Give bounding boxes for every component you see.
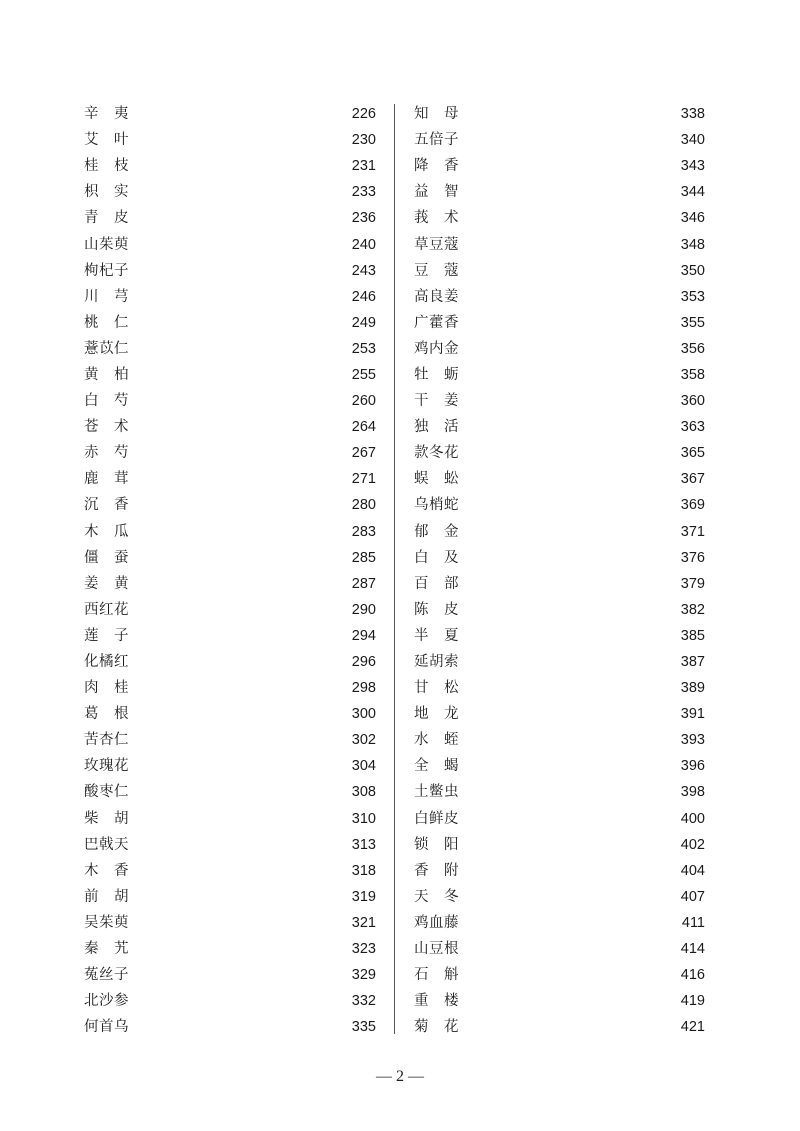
toc-entry-page: 382 — [680, 601, 705, 618]
toc-entry-page: 365 — [680, 445, 705, 462]
toc-entry-page: 253 — [351, 340, 376, 357]
toc-entry — [414, 440, 705, 466]
toc-entry-page: 280 — [351, 497, 376, 514]
toc-entry-page: 290 — [351, 601, 376, 618]
toc-entry — [84, 571, 376, 597]
toc-entry-name: 苍 术 — [84, 419, 129, 436]
toc-entry — [84, 205, 376, 231]
toc-entry-name: 山茱萸 — [84, 236, 129, 253]
toc-entry — [414, 310, 705, 336]
toc-right-column — [414, 101, 705, 1040]
toc-entry — [84, 440, 376, 466]
toc-entry-page: 379 — [680, 575, 705, 592]
toc-entry — [414, 127, 705, 153]
toc-entry — [414, 362, 705, 388]
toc-entry — [84, 988, 376, 1014]
toc-entry-page: 271 — [351, 471, 376, 488]
toc-entry — [84, 414, 376, 440]
toc-entry — [84, 519, 376, 545]
toc-entry-name: 陈 皮 — [414, 601, 459, 618]
toc-entry-name: 莪 术 — [414, 210, 459, 227]
toc-entry-name: 艾 叶 — [84, 132, 129, 149]
toc-entry-name: 苦杏仁 — [84, 732, 129, 749]
toc-entry-page: 236 — [351, 210, 376, 227]
toc-entry-page: 367 — [680, 471, 705, 488]
toc-entry-page: 356 — [680, 340, 705, 357]
toc-entry — [414, 336, 705, 362]
toc-entry-name: 菟丝子 — [84, 967, 129, 984]
toc-entry-name: 吴茱萸 — [84, 914, 129, 931]
toc-entry-name: 木 香 — [84, 862, 129, 879]
toc-entry-page: 344 — [680, 184, 705, 201]
toc-entry — [84, 753, 376, 779]
toc-entry — [414, 258, 705, 284]
toc-entry — [84, 649, 376, 675]
toc-entry-name: 白 及 — [414, 549, 459, 566]
toc-entry-page: 296 — [351, 654, 376, 671]
toc-entry — [84, 727, 376, 753]
toc-entry-name: 姜 黄 — [84, 575, 129, 592]
toc-entry-name: 全 蝎 — [414, 758, 459, 775]
toc-entry-name: 知 母 — [414, 106, 459, 123]
toc-entry — [84, 466, 376, 492]
toc-entry-name: 干 姜 — [414, 393, 459, 410]
toc-entry — [414, 727, 705, 753]
toc-entry-page: 313 — [351, 836, 376, 853]
toc-entry-name: 秦 艽 — [84, 941, 129, 958]
toc-entry-name: 何首乌 — [84, 1019, 129, 1036]
toc-entry — [414, 962, 705, 988]
toc-entry-page: 283 — [351, 523, 376, 540]
toc-entry — [84, 492, 376, 518]
toc-entry-page: 376 — [680, 549, 705, 566]
toc-entry — [414, 910, 705, 936]
toc-entry-name: 郁 金 — [414, 523, 459, 540]
toc-entry-name: 牡 蛎 — [414, 366, 459, 383]
toc-entry — [414, 153, 705, 179]
toc-entry-name: 枳 实 — [84, 184, 129, 201]
toc-entry — [414, 388, 705, 414]
toc-entry-name: 百 部 — [414, 575, 459, 592]
toc-entry-name: 豆 蔻 — [414, 262, 459, 279]
toc-entry-name: 沉 香 — [84, 497, 129, 514]
toc-entry-page: 346 — [680, 210, 705, 227]
toc-entry-name: 桃 仁 — [84, 314, 129, 331]
toc-entry — [414, 753, 705, 779]
toc-entry-name: 川 芎 — [84, 288, 129, 305]
toc-entry-page: 419 — [680, 993, 705, 1010]
toc-entry — [414, 988, 705, 1014]
toc-entry — [414, 231, 705, 257]
toc-entry-page: 226 — [351, 106, 376, 123]
toc-entry — [414, 284, 705, 310]
toc-entry-name: 僵 蚕 — [84, 549, 129, 566]
toc-entry-page: 300 — [351, 706, 376, 723]
toc-entry-name: 莲 子 — [84, 627, 129, 644]
toc-entry-page: 396 — [680, 758, 705, 775]
toc-entry-page: 267 — [351, 445, 376, 462]
toc-entry-name: 石 斛 — [414, 967, 459, 984]
toc-entry — [414, 936, 705, 962]
toc-entry-name: 地 龙 — [414, 706, 459, 723]
toc-entry-page: 321 — [351, 914, 376, 931]
toc-entry-page: 319 — [351, 888, 376, 905]
toc-entry-page: 360 — [680, 393, 705, 410]
toc-entry — [414, 701, 705, 727]
toc-entry — [414, 519, 705, 545]
toc-entry-page: 363 — [680, 419, 705, 436]
toc-entry-name: 乌梢蛇 — [414, 497, 459, 514]
toc-entry — [84, 623, 376, 649]
toc-entry — [84, 597, 376, 623]
toc-entry — [84, 675, 376, 701]
toc-entry-name: 降 香 — [414, 158, 459, 175]
toc-entry-page: 240 — [351, 236, 376, 253]
toc-entry — [414, 806, 705, 832]
toc-entry-name: 款冬花 — [414, 445, 459, 462]
toc-entry-page: 335 — [351, 1019, 376, 1036]
toc-entry-name: 山豆根 — [414, 941, 459, 958]
toc-entry — [84, 701, 376, 727]
toc-entry-name: 巴戟天 — [84, 836, 129, 853]
toc-entry-name: 北沙参 — [84, 993, 129, 1010]
toc-entry — [84, 258, 376, 284]
toc-entry-name: 锁 阳 — [414, 836, 459, 853]
toc-entry-page: 340 — [680, 132, 705, 149]
toc-entry-name: 柴 胡 — [84, 810, 129, 827]
toc-entry-name: 西红花 — [84, 601, 129, 618]
toc-left-column — [84, 101, 376, 1040]
toc-entry-name: 天 冬 — [414, 888, 459, 905]
toc-entry — [414, 101, 705, 127]
toc-entry-page: 233 — [351, 184, 376, 201]
toc-entry-page: 353 — [680, 288, 705, 305]
toc-entry-page: 343 — [680, 158, 705, 175]
toc-entry — [84, 910, 376, 936]
toc-entry-page: 391 — [680, 706, 705, 723]
toc-entry — [414, 466, 705, 492]
toc-entry — [84, 284, 376, 310]
toc-entry-page: 350 — [680, 262, 705, 279]
toc-entry-name: 辛 夷 — [84, 106, 129, 123]
toc-entry-name: 甘 松 — [414, 680, 459, 697]
toc-entry — [84, 545, 376, 571]
toc-entry-name: 玫瑰花 — [84, 758, 129, 775]
toc-entry — [84, 779, 376, 805]
toc-entry-page: 404 — [680, 862, 705, 879]
toc-entry-page: 414 — [680, 941, 705, 958]
toc-entry-page: 387 — [680, 654, 705, 671]
toc-entry-page: 294 — [351, 627, 376, 644]
toc-entry — [84, 127, 376, 153]
page-number-footer: — 2 — — [376, 1068, 424, 1085]
toc-entry-page: 393 — [680, 732, 705, 749]
toc-entry-page: 249 — [351, 314, 376, 331]
toc-entry-page: 407 — [680, 888, 705, 905]
toc-entry — [84, 858, 376, 884]
toc-entry-name: 重 楼 — [414, 993, 459, 1010]
toc-entry-page: 318 — [351, 862, 376, 879]
toc-entry — [84, 231, 376, 257]
toc-entry-page: 255 — [351, 366, 376, 383]
toc-entry-page: 302 — [351, 732, 376, 749]
toc-entry-name: 化橘红 — [84, 654, 129, 671]
toc-entry-page: 260 — [351, 393, 376, 410]
toc-entry — [414, 597, 705, 623]
toc-entry — [414, 832, 705, 858]
toc-entry-page: 329 — [351, 967, 376, 984]
toc-entry-page: 264 — [351, 419, 376, 436]
toc-entry — [84, 936, 376, 962]
toc-entry-page: 246 — [351, 288, 376, 305]
toc-entry-page: 400 — [680, 810, 705, 827]
toc-entry-name: 五倍子 — [414, 132, 459, 149]
toc-entry-page: 231 — [351, 158, 376, 175]
toc-entry — [414, 179, 705, 205]
toc-entry-page: 310 — [351, 810, 376, 827]
toc-entry-name: 香 附 — [414, 862, 459, 879]
toc-entry — [84, 388, 376, 414]
toc-entry-page: 355 — [680, 314, 705, 331]
toc-entry-name: 枸杞子 — [84, 262, 129, 279]
toc-entry-page: 348 — [680, 236, 705, 253]
toc-entry — [84, 310, 376, 336]
toc-entry-name: 广藿香 — [414, 314, 459, 331]
column-divider — [394, 104, 395, 1034]
toc-entry-page: 304 — [351, 758, 376, 775]
toc-entry-name: 高良姜 — [414, 288, 459, 305]
toc-entry — [414, 623, 705, 649]
toc-entry — [414, 779, 705, 805]
toc-entry-page: 421 — [680, 1019, 705, 1036]
toc-entry-page: 230 — [351, 132, 376, 149]
toc-entry-page: 402 — [680, 836, 705, 853]
toc-entry-page: 332 — [351, 993, 376, 1010]
toc-entry-name: 蜈 蚣 — [414, 471, 459, 488]
toc-entry — [84, 884, 376, 910]
toc-entry — [84, 962, 376, 988]
toc-entry — [414, 675, 705, 701]
toc-entry-name: 肉 桂 — [84, 680, 129, 697]
toc-entry-name: 葛 根 — [84, 706, 129, 723]
toc-entry — [84, 101, 376, 127]
toc-entry-name: 草豆蔻 — [414, 236, 459, 253]
toc-entry-page: 358 — [680, 366, 705, 383]
toc-entry-page: 369 — [680, 497, 705, 514]
toc-entry-name: 鸡内金 — [414, 340, 459, 357]
toc-entry-page: 285 — [351, 549, 376, 566]
toc-entry-name: 半 夏 — [414, 627, 459, 644]
toc-entry — [414, 545, 705, 571]
toc-entry — [84, 179, 376, 205]
toc-entry-page: 287 — [351, 575, 376, 592]
toc-entry-name: 鹿 茸 — [84, 471, 129, 488]
toc-entry — [84, 806, 376, 832]
toc-entry-name: 赤 芍 — [84, 445, 129, 462]
toc-entry-page: 389 — [680, 680, 705, 697]
toc-entry-page: 416 — [680, 967, 705, 984]
toc-entry-name: 菊 花 — [414, 1019, 459, 1036]
toc-entry-page: 243 — [351, 262, 376, 279]
toc-entry-name: 桂 枝 — [84, 158, 129, 175]
toc-entry-name: 鸡血藤 — [414, 914, 459, 931]
toc-entry-page: 338 — [680, 106, 705, 123]
toc-entry-page: 308 — [351, 784, 376, 801]
toc-entry — [84, 362, 376, 388]
toc-entry-name: 土鳖虫 — [414, 784, 459, 801]
toc-entry — [414, 1014, 705, 1040]
toc-entry-name: 前 胡 — [84, 888, 129, 905]
toc-entry — [414, 884, 705, 910]
toc-entry-name: 青 皮 — [84, 210, 129, 227]
toc-entry-name: 木 瓜 — [84, 523, 129, 540]
toc-entry-name: 黄 柏 — [84, 366, 129, 383]
toc-entry-name: 酸枣仁 — [84, 784, 129, 801]
toc-entry — [414, 571, 705, 597]
toc-entry-name: 水 蛭 — [414, 732, 459, 749]
toc-entry-page: 323 — [351, 941, 376, 958]
toc-entry — [414, 649, 705, 675]
toc-entry — [84, 153, 376, 179]
toc-entry-name: 独 活 — [414, 419, 459, 436]
toc-entry-page: 398 — [680, 784, 705, 801]
toc-entry-name: 益 智 — [414, 184, 459, 201]
toc-entry — [84, 832, 376, 858]
toc-entry-page: 411 — [681, 914, 705, 931]
toc-entry — [84, 336, 376, 362]
toc-entry-page: 371 — [680, 523, 705, 540]
toc-entry — [414, 858, 705, 884]
toc-entry — [414, 492, 705, 518]
toc-entry — [414, 205, 705, 231]
toc-entry — [84, 1014, 376, 1040]
toc-entry — [414, 414, 705, 440]
toc-entry-name: 薏苡仁 — [84, 340, 129, 357]
toc-entry-name: 白鲜皮 — [414, 810, 459, 827]
toc-entry-page: 385 — [680, 627, 705, 644]
toc-entry-page: 298 — [351, 680, 376, 697]
toc-entry-name: 延胡索 — [414, 654, 459, 671]
toc-entry-name: 白 芍 — [84, 393, 129, 410]
